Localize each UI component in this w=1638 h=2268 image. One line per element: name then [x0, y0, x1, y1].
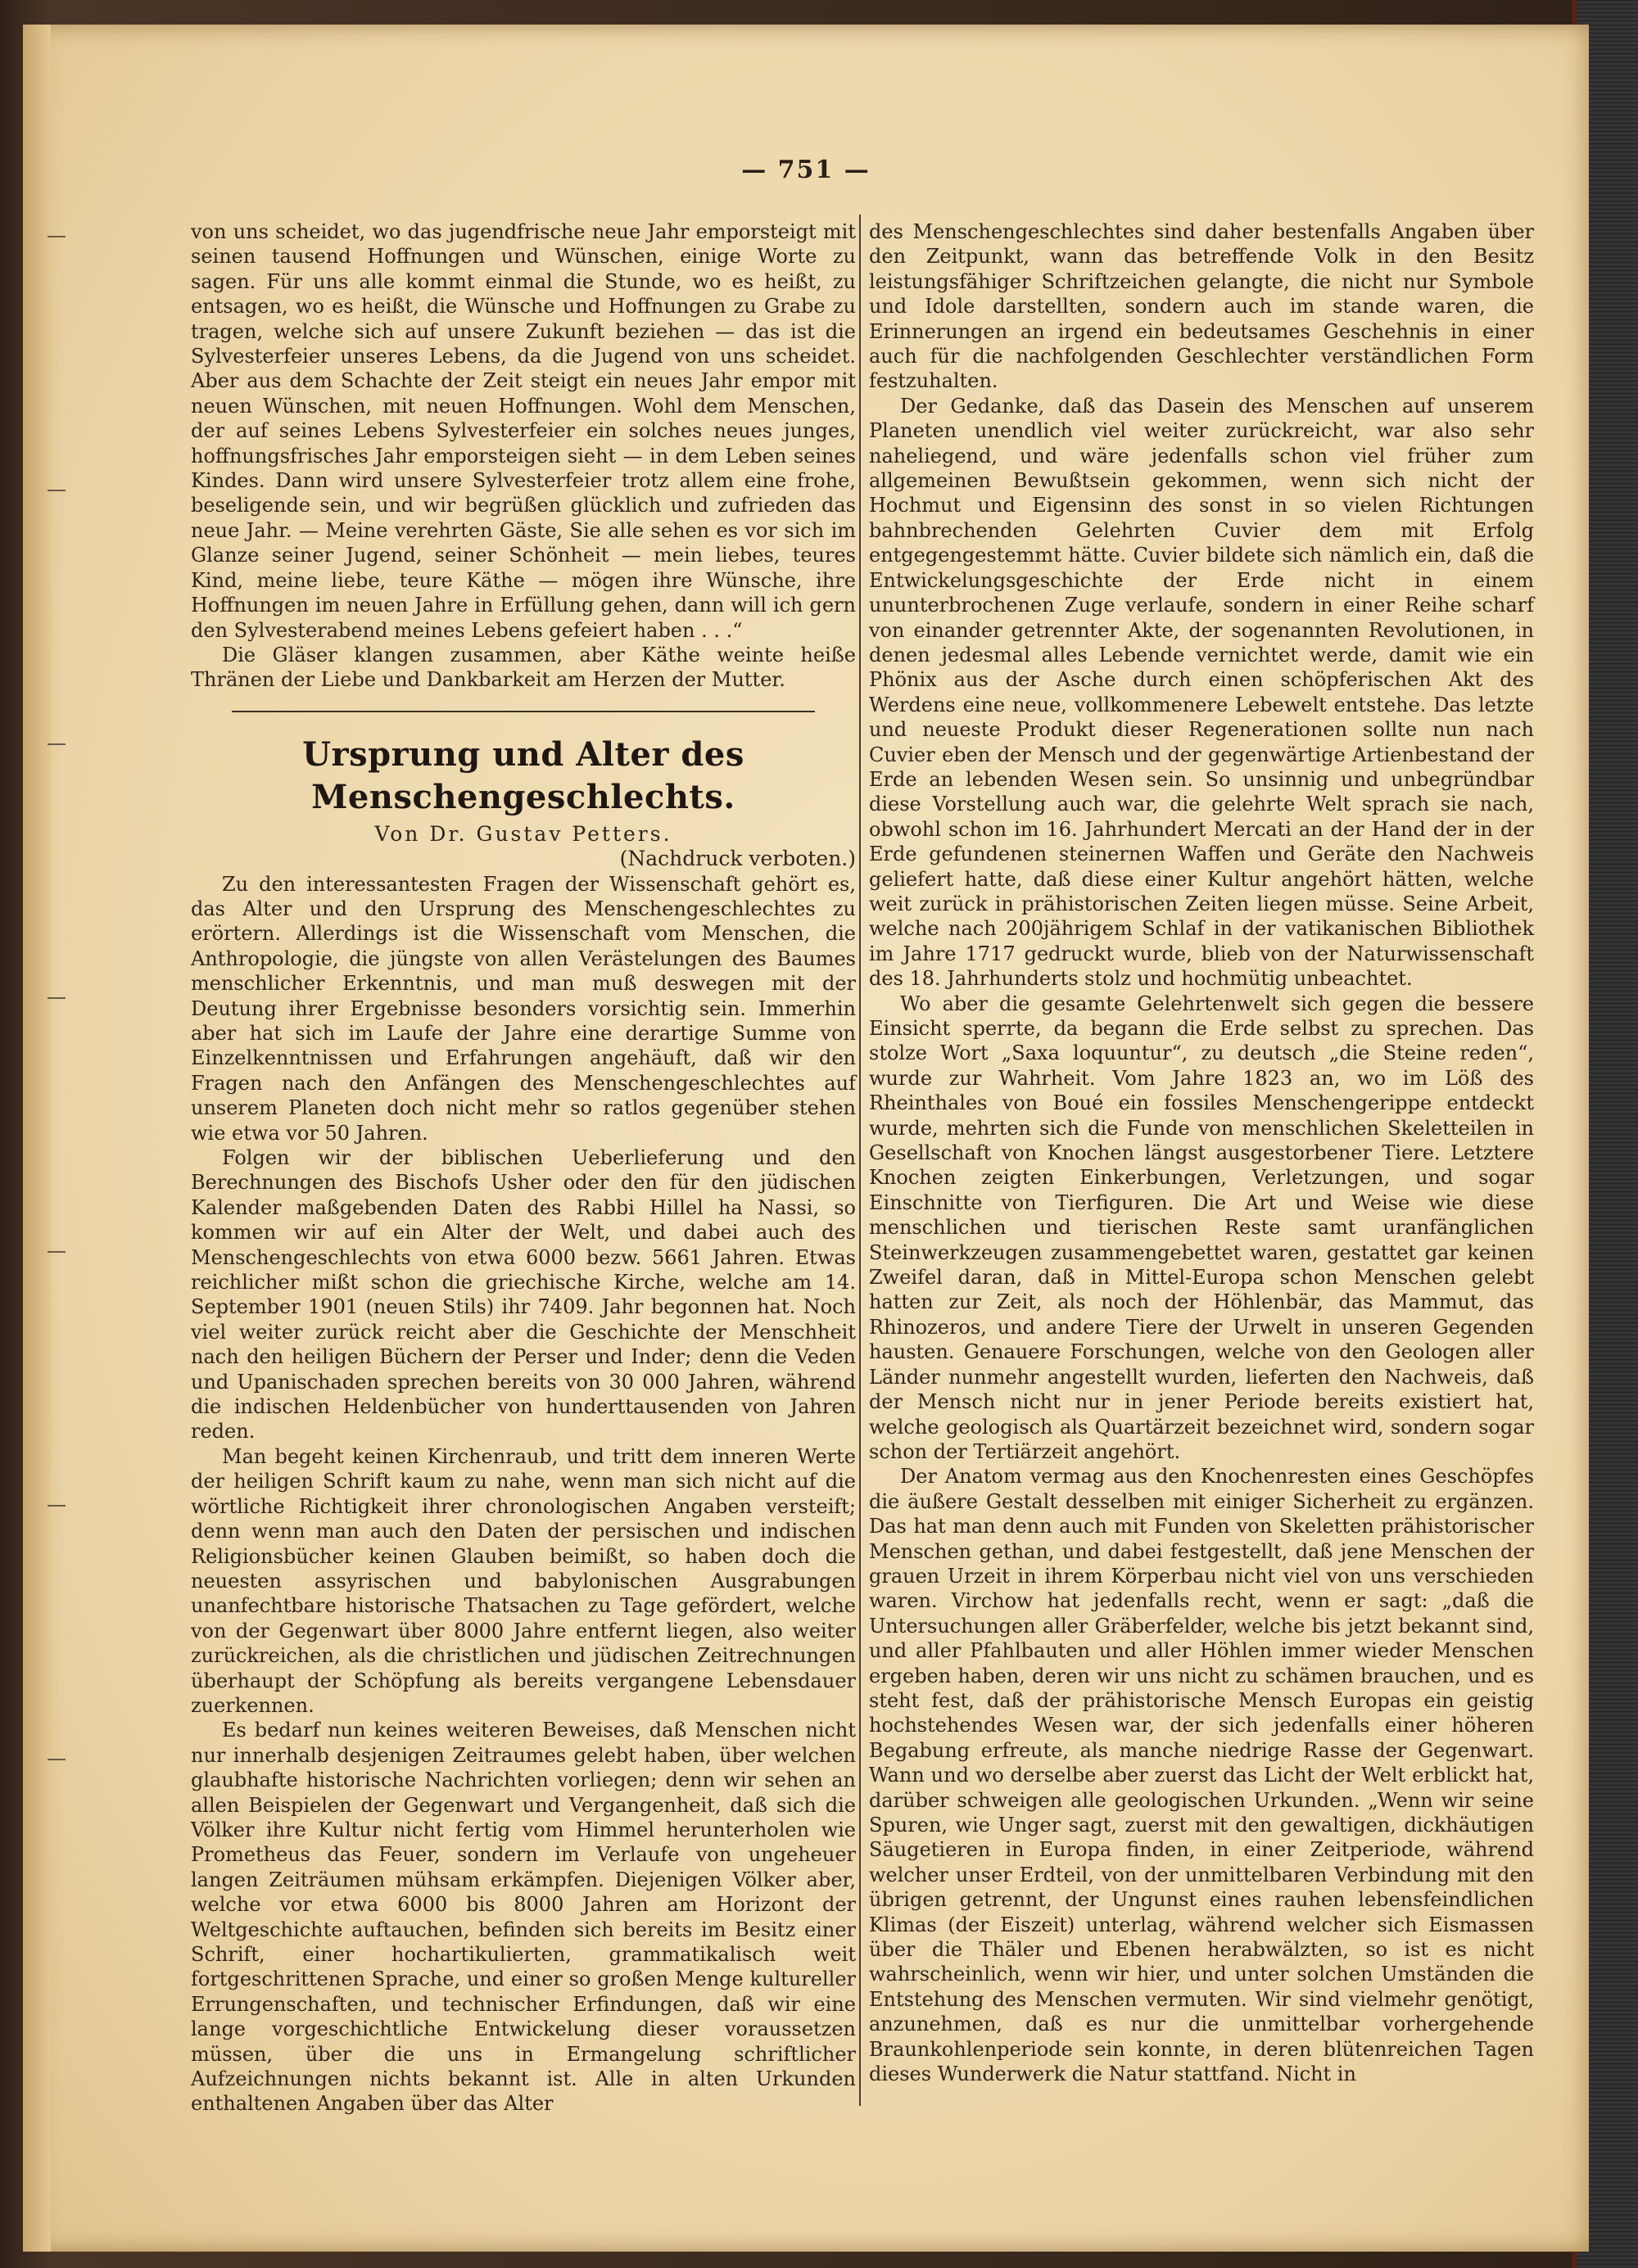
- intro-paragraph: von uns scheidet, wo das jugendfrische neue Jahr emporsteigt mit seinen tausend Hoffnungen und Wünschen, einige Worte zu sagen. Für uns alle kommt einmal die Stunde, wo es heißt, zu entsagen, wo es heißt, die Wünsche und Hoffnungen zu Grabe zu tragen, welche sich auf unsere Zukunft beziehen — das ist die Sylvesterfeier unseres Lebens, da die Jugend von uns scheidet. Aber aus dem Schachte der Zeit steigt ein neues Jahr empor mit neuen Wünschen, mit neuen Hoffnungen. Wohl dem Menschen, der auf seines Lebens Sylvesterfeier ein solches neues junges, hoffnungsfrisches Jahr emporsteigen sieht — in dem Leben seines Kindes. Dann wird unsere Sylvesterfeier trotz allem eine frohe, beseligende sein, und wir begrüßen glücklich und zufrieden das neue Jahr. — Meine verehrten Gäste, Sie alle sehen es vor sich im Glanze seiner Jugend, seiner Schönheit — mein liebes, teures Kind, meine liebe, teure Käthe — mögen ihre Wünsche, ihre Hoffnungen im neuen Jahre in Erfüllung gehen, dann will ich gern den Sylvesterabend meines Lebens gefeiert haben . . .“: [191, 220, 856, 642]
- reprint-note: (Nachdruck verboten.): [619, 847, 856, 871]
- margin-tick: [48, 1759, 66, 1760]
- margin-tick: [48, 997, 66, 999]
- margin-tick: [48, 743, 66, 745]
- margin-tick: [48, 236, 66, 237]
- article-paragraph: Der Anatom vermag aus den Knochenresten eines Geschöpfes die äußere Gestalt desselben mit einiger Sicherheit zu ergänzen. Das hat man denn auch mit Funden von Skeletten prähistorischer Menschen gethan, und dabei festgestellt, daß jene Menschen der grauen Urzeit in ihrem Körperbau nicht viel von uns verschieden waren. Virchow hat jedenfalls recht, wenn er sagt: „daß die Untersuchungen aller Gräberfelder, welche bis jetzt bekannt sind, und aller Pfahlbauten und aller Höhlen immer wieder Menschen ergeben haben, deren wir uns nicht zu schämen brauchen, und es steht fest, daß der prähistorische Mensch Europas ein geistig hochstehendes Wesen war, der sich jedenfalls einer höheren Begabung erfreute, als manche niedrige Rasse der Gegenwart. Wann und wo derselbe aber zuerst das Licht der Welt erblickt hat, darüber schweigen alle geologischen Urkunden. „Wenn wir seine Spuren, wie Unger sagt, zuerst mit den gewaltigen, dickhäutigen Säugetieren in Europa finden, in einer Zeitperiode, während welcher unser Erdteil, von der unmittelbaren Verbindung mit den übrigen getrennt, der Ungunst eines rauhen lebensfeindlichen Klimas (der Eiszeit) unterlag, während welcher sich Eismassen über die Thäler und Ebenen herabwälzten, so ist es nicht wahrscheinlich, wenn wir hier, und unter solchen Umständen die Entstehung des Menschen vermuten. Wir sind vielmehr genötigt, anzunehmen, daß es nur die unmittelbar vorhergehende Braunkohlenperiode sein konnte, in deren blütenreichen Tagen dieses Wunderwerk die Natur stattfand. Nicht in: [869, 1465, 1534, 2086]
- page-number: — 751 —: [741, 156, 871, 184]
- article-paragraph: Es bedarf nun keines weiteren Beweises, daß Menschen nicht nur innerhalb desjenigen Zeitraumes gelebt haben, über welchen glaubhafte historische Nachrichten vorliegen; denn wir sehen an allen Beispielen der Gegenwart und Vergangenheit, daß sich die Völker ihre Kultur nicht fertig vom Himmel herunterholen wie Prometheus das Feuer, sondern im Verlaufe von ungeheuer langen Zeiträumen mühsam erkämpfen. Diejenigen Völker aber, welche vor etwa 6000 bis 8000 Jahren am Horizont der Weltgeschichte auftauchen, befinden sich bereits im Besitz einer Schrift, einer hochartikulierten, grammatikalisch weit fortgeschrittenen Sprache, und einer so großen Menge kultureller Errungenschaften, und technischer Erfindungen, daß wir eine lange vorgeschichtliche Entwickelung dieser voraussetzen müssen, über die uns in Ermangelung schriftlicher Aufzeichnungen nichts bekannt ist. Alle in alten Urkunden enthaltenen Angaben über das Alter: [191, 1719, 856, 2116]
- margin-tick: [48, 490, 66, 491]
- article-paragraph: des Menschengeschlechtes sind daher bestenfalls Angaben über den Zeitpunkt, wann das betreffende Volk in den Besitz leistungsfähiger Schriftzeichen gelangte, die nicht nur Symbole und Idole darstellten, sondern auch im stande waren, die Erinnerungen an irgend ein bedeutsames Geschehnis in einer auch für die nachfolgenden Geschlechter verständlichen Form festzuhalten.: [869, 220, 1534, 393]
- page: [23, 25, 1589, 2252]
- article-paragraph: Man begeht keinen Kirchenraub, und tritt dem inneren Werte der heiligen Schrift kaum zu nahe, wenn man sich nicht auf die wörtliche Richtigkeit ihrer chronologischen Angaben versteift; denn wenn man auch den Daten der persischen und indischen Religionsbücher keinen Glauben beimißt, so haben doch die neuesten assyrischen und babylonischen Ausgrabungen unanfechtbare historische Thatsachen zu Tage gefördert, welche von der Gegenwart über 8000 Jahre entfernt liegen, also weiter zurückreichen, als die christlichen und jüdischen Zeitrechnungen überhaupt der Schöpfung als bereits vergangene Lebensdauer zuerkennen.: [191, 1444, 856, 1717]
- column-divider: [859, 215, 861, 2106]
- left-column: [191, 219, 856, 2117]
- margin-tick: [48, 1505, 66, 1507]
- intro-paragraph: Die Gläser klangen zusammen, aber Käthe weinte heiße Thränen der Liebe und Dankbarkeit am Herzen der Mutter.: [191, 643, 856, 692]
- article-title: Ursprung und Alter des Menschengeschlechts.: [302, 734, 744, 816]
- margin-tick: [48, 1251, 66, 1253]
- article-paragraph: Zu den interessantesten Fragen der Wissenschaft gehört es, das Alter und den Ursprung des Menschengeschlechtes zu erörtern. Allerdings ist die Wissenschaft vom Menschen, die Anthropologie, die jüngste von allen Verästelungen des Baumes menschlicher Erkenntnis, und man muß deswegen mit der Deutung ihrer Ergebnisse besonders vorsichtig sein. Immerhin aber hat sich im Laufe der Jahre eine derartige Summe von Einzelkenntnissen und Erfahrungen angehäuft, daß wir den Fragen nach den Anfängen des Menschengeschlechtes auf unserem Planeten doch nicht mehr so ratlos gegenüber stehen wie etwa vor 50 Jahren.: [191, 872, 856, 1145]
- right-column: [869, 219, 1534, 2086]
- section-rule: [232, 711, 815, 712]
- article-paragraph: Folgen wir der biblischen Ueberlieferung und den Berechnungen des Bischofs Usher oder den für den jüdischen Kalender maßgebenden Daten des Rabbi Hillel ha Nassi, so kommen wir auf ein Alter der Welt, und dabei auch des Menschengeschlechts von etwa 6000 bezw. 5661 Jahren. Etwas reichlicher mißt schon die griechische Kirche, welche am 14. September 1901 (neuen Stils) ihr 7409. Jahr begonnen hat. Noch viel weiter zurück reicht aber die Geschichte der Menschheit nach den heiligen Büchern der Perser und Inder; denn die Veden und Upanischaden sprechen bereits von 30 000 Jahren, während die indischen Heldenbücher von hunderttausenden von Jahren reden.: [191, 1146, 856, 1443]
- article-paragraph: Wo aber die gesamte Gelehrtenwelt sich gegen die bessere Einsicht sperrte, da begann die Erde selbst zu sprechen. Das stolze Wort „Saxa loquuntur“, zu deutsch „die Steine reden“, wurde zur Wahrheit. Vom Jahre 1823 an, wo im Löß des Rheinthales von Boué ein fossiles Menschengerippe entdeckt wurde, mehrten sich die Funde von menschlichen Skeletteilen in Gesellschaft von Knochen längst ausgestorbener Tiere. Letztere Knochen zeigten Einkerbungen, Verletzungen, und sogar Einschnitte von Tierfiguren. Die Art und Weise wie diese menschlichen und tierischen Reste samt uranfänglichen Steinwerkzeugen zusammengebettet waren, gestattet gar keinen Zweifel daran, daß in Mittel-Europa schon Menschen gelebt hatten zur Zeit, als noch der Höhlenbär, das Mammut, das Rhinozeros, und andere Tiere der Urwelt in unseren Gegenden hausten. Genauere Forschungen, welche von den Geologen aller Länder nunmehr angestellt wurden, lieferten den Nachweis, daß der Mensch nicht nur in jener Periode bereits existiert hat, welche geologisch als Quartärzeit bezeichnet wird, sondern sogar schon der Tertiärzeit angehört.: [869, 992, 1534, 1463]
- byline: Von Dr. Gustav Petters.: [374, 821, 672, 846]
- page-gutter: [23, 25, 51, 2252]
- article-paragraph: Der Gedanke, daß das Dasein des Menschen auf unserem Planeten unendlich viel weiter zurückreicht, war also sehr naheliegend, und wäre jedenfalls schon viel früher zum allgemeinen Bewußtsein gekommen, wenn sich nicht der Hochmut und Eigensinn des sonst in so vielen Richtungen bahnbrechenden Gelehrten Cuvier dem mit Erfolg entgegengestemmt hätte. Cuvier bildete sich nämlich ein, daß die Entwickelungsgeschichte der Erde nicht in einem ununterbrochenen Zuge verlaufe, sondern in einer Reihe scharf von einander getrennter Akte, der sogenannten Revolutionen, in denen jedesmal alles Lebende vernichtet werde, damit wie ein Phönix aus der Asche durch einen schöpferischen Akt des Werdens eine neue, vollkommenere Lebewelt entstehe. Das letzte und neueste Produkt dieser Regenerationen sollte nun nach Cuvier eben der Mensch und der gegenwärtige Artienbestand der Erde an lebenden Wesen sein. So unsinnig und unbegründbar diese Vorstellung auch war, die gelehrte Welt sprach sie nach, obwohl schon im 16. Jahrhundert Mercati an der Hand der in der Erde gefundenen steinernen Waffen und Geräte den Nachweis geliefert hatte, daß diese einer Kultur angehört hätten, welche weit zurück in prähistorischen Zeiten liegen müsse. Seine Arbeit, welche nach 200jährigem Schlaf in der vatikanischen Bibliothek im Jahre 1717 gedruckt wurde, blieb von der Naturwissenschaft des 18. Jahrhunderts stolz und hochmütig unbeachtet.: [869, 394, 1534, 991]
